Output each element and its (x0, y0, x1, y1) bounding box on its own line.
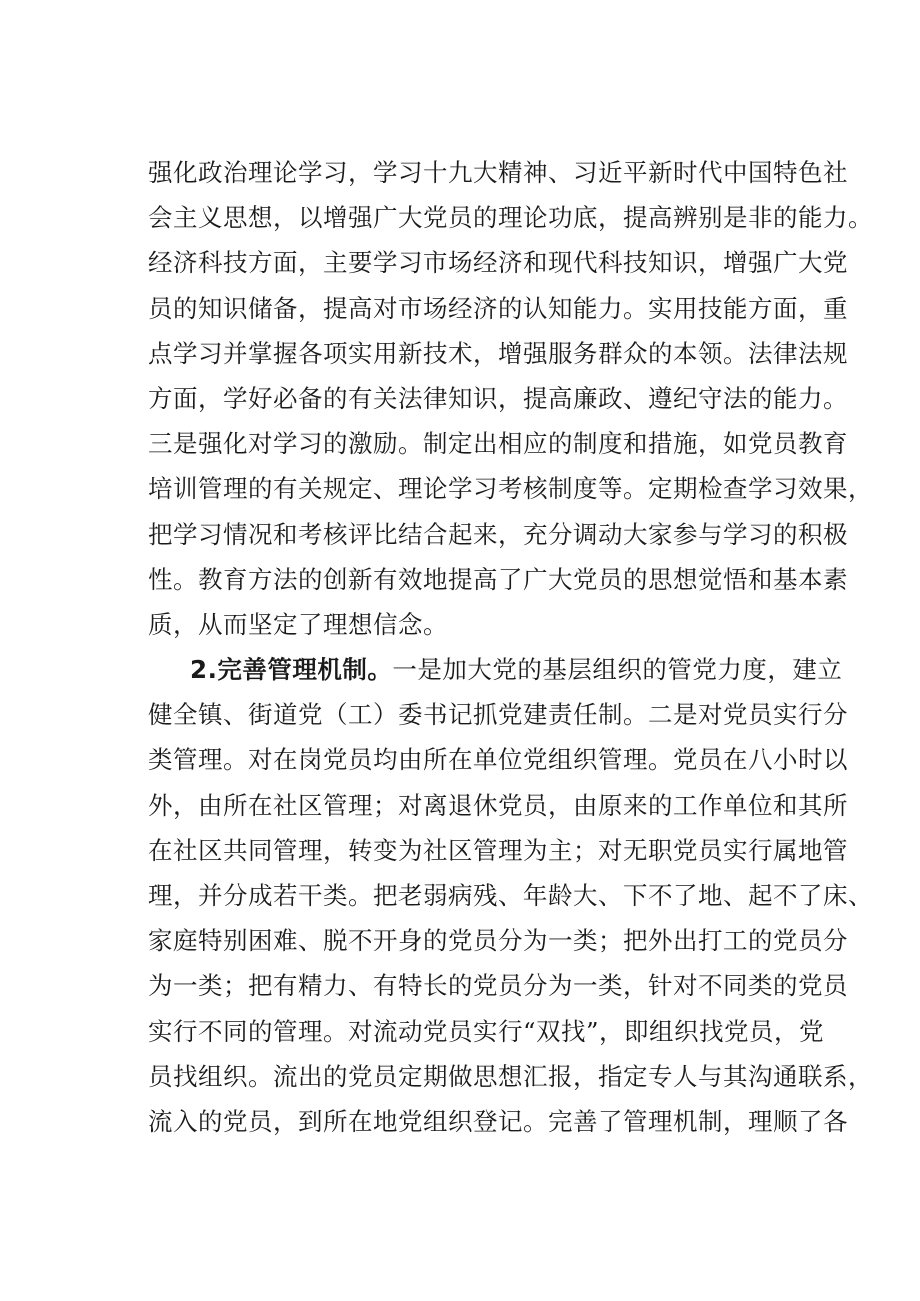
document-body (148, 150, 873, 1144)
section-2-first-line (148, 647, 843, 692)
text-line: 经济科技方面，主要学习市场经济和现代科技知识，增强广大党 (148, 248, 848, 278)
text-line: 点学习并掌握各项实用新技术，增强服务群众的本领。法律法规 (148, 338, 848, 368)
text-line: 类管理。对在岗党员均由所在单位党组织管理。党员在八小时以 (148, 745, 848, 775)
text-line: 员的知识储备，提高对市场经济的认知能力。实用技能方面，重 (148, 293, 848, 323)
text-line: 为一类；把有精力、有特长的党员分为一类，针对不同类的党员 (148, 971, 848, 1001)
section-heading: .完善管理机制。 (207, 655, 393, 685)
text-line: 把学习情况和考核评比结合起来，充分调动大家参与学习的积极 (148, 519, 848, 549)
text-line: 家庭特别困难、脱不开身的党员分为一类；把外出打工的党员分 (148, 926, 848, 956)
text-line: 强化政治理论学习，学习十九大精神、习近平新时代中国特色社 (148, 158, 848, 187)
text-line: 三是强化对学习的激励。制定出相应的制度和措施，如党员教育 (148, 429, 848, 459)
text-line: 实行不同的管理。对流动党员实行“双找”，即组织找党员，党 (148, 1016, 825, 1046)
text-line: 培训管理的有关规定、理论学习考核制度等。定期检查学习效果， (148, 474, 873, 504)
text-line: 流入的党员，到所在地党组织登记。完善了管理机制，理顺了各 (148, 1106, 848, 1136)
section-first-line-text: 一是加大党的基层组织的管党力度，建立 (392, 655, 843, 685)
text-line: 会主义思想，以增强广大党员的理论功底，提高辨别是非的能力。 (148, 203, 873, 233)
text-line: 员找组织。流出的党员定期做思想汇报，指定专人与其沟通联系， (148, 1061, 873, 1091)
text-line: 外，由所在社区管理；对离退休党员，由原来的工作单位和其所 (148, 790, 848, 820)
text-line: 方面，学好必备的有关法律知识，提高廉政、遵纪守法的能力。 (148, 383, 848, 413)
text-line: 在社区共同管理，转变为社区管理为主；对无职党员实行属地管 (148, 835, 848, 865)
text-line: 理，并分成若干类。把老弱病残、年龄大、下不了地、起不了床、 (148, 881, 873, 910)
text-line: 质，从而坚定了理想信念。 (148, 609, 448, 639)
section-number: 2 (190, 655, 208, 685)
text-line: 健全镇、街道党（工）委书记抓党建责任制。二是对党员实行分 (148, 700, 848, 730)
text-line: 性。教育方法的创新有效地提高了广大党员的思想觉悟和基本素 (148, 564, 848, 594)
